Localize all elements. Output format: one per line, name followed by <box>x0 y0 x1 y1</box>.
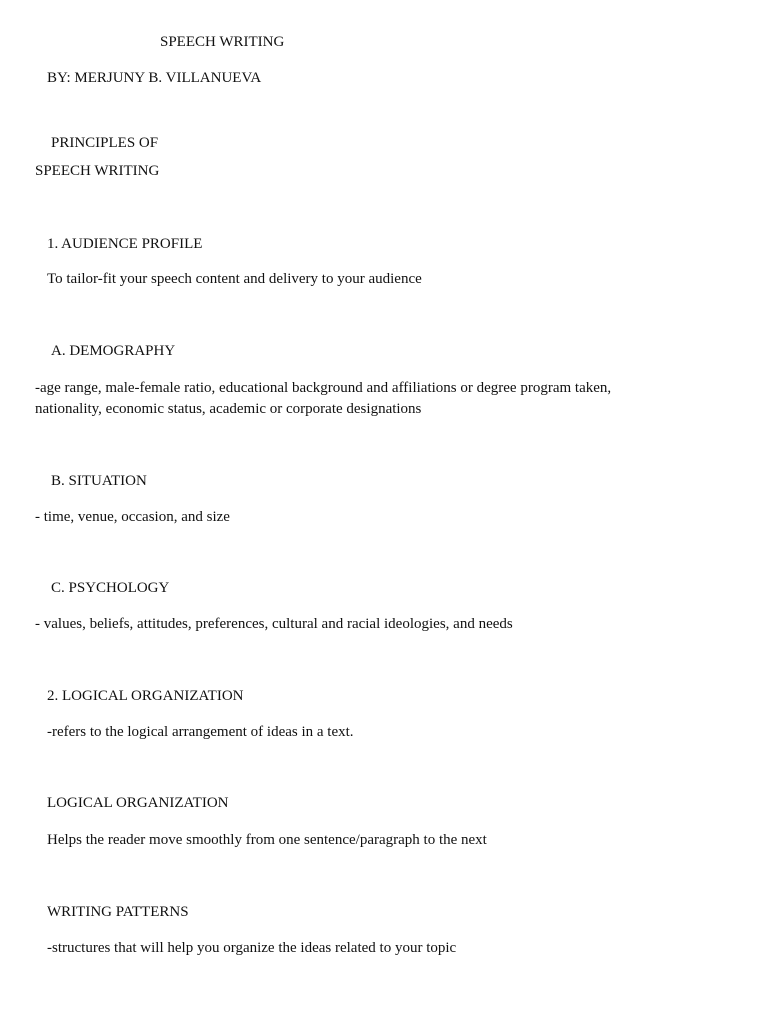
situation-heading: B. SITUATION <box>51 473 147 489</box>
logical-organization-heading-2: LOGICAL ORGANIZATION <box>47 795 229 811</box>
demography-heading: A. DEMOGRAPHY <box>51 343 176 359</box>
audience-profile-text: To tailor-fit your speech content and delivery to your audience <box>47 271 422 287</box>
logical-organization-text-2: Helps the reader move smoothly from one sentence/paragraph to the next <box>47 832 487 848</box>
writing-patterns-heading: WRITING PATTERNS <box>47 904 189 920</box>
author-line: BY: MERJUNY B. VILLANUEVA <box>47 70 262 86</box>
principles-heading-line-1: PRINCIPLES OF <box>51 135 159 151</box>
principles-heading-line-2: SPEECH WRITING <box>35 163 160 179</box>
audience-profile-heading: 1. AUDIENCE PROFILE <box>47 236 203 252</box>
psychology-text: - values, beliefs, attitudes, preferences, cultural and racial ideologies, and needs <box>35 616 513 632</box>
writing-patterns-text: -structures that will help you organize the ideas related to your topic <box>47 940 457 956</box>
demography-text: -age range, male-female ratio, educational background and affiliations or degree program taken, nationality, economic status, academic or corporate designations <box>35 380 612 417</box>
logical-organization-text: -refers to the logical arrangement of ideas in a text. <box>47 724 354 740</box>
psychology-heading: C. PSYCHOLOGY <box>51 580 170 596</box>
logical-organization-heading: 2. LOGICAL ORGANIZATION <box>47 688 244 704</box>
document-title: SPEECH WRITING <box>160 34 285 50</box>
situation-text: - time, venue, occasion, and size <box>35 509 230 525</box>
